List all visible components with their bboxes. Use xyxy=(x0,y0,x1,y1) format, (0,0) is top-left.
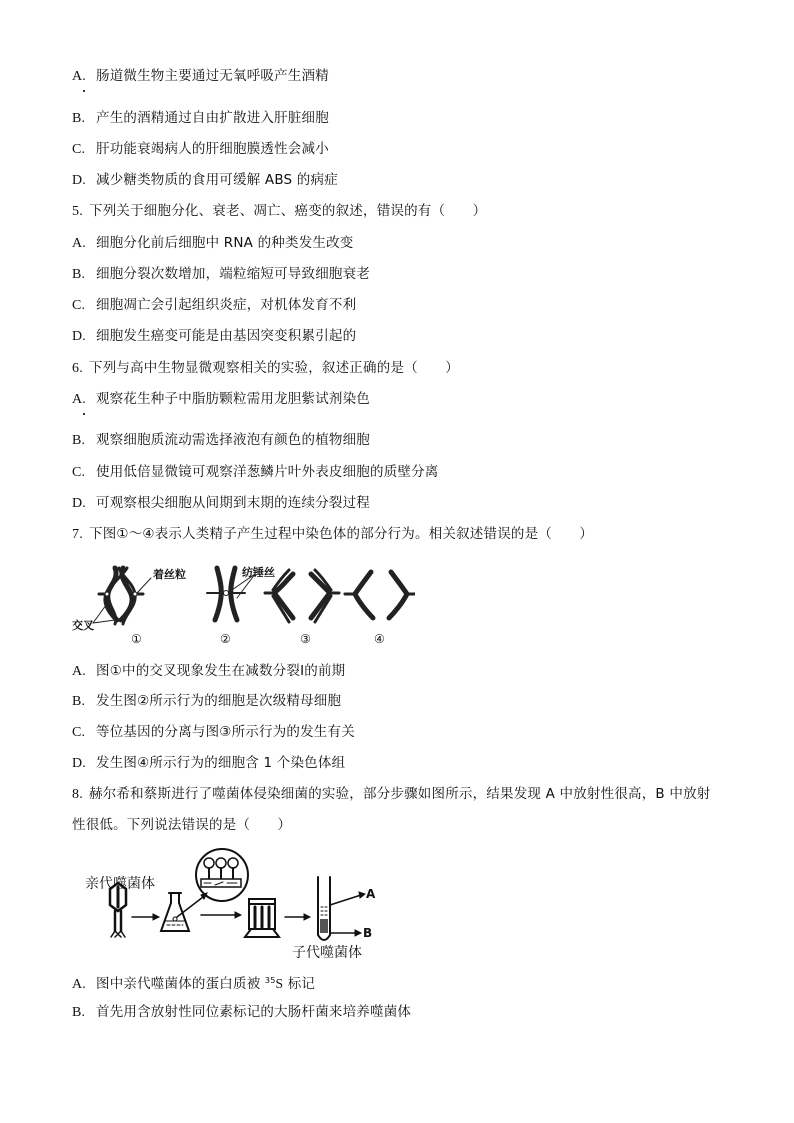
parent-phage-label: 亲代噬菌体 xyxy=(85,876,155,892)
q6-option-a xyxy=(72,390,370,409)
q5-option-d xyxy=(72,327,356,346)
option-text: 图①中的交叉现象发生在减数分裂Ⅰ的前期 xyxy=(96,663,346,679)
option-letter: A. xyxy=(72,392,87,407)
spindle-label: 纺锤丝 xyxy=(242,566,275,579)
option-letter: B. xyxy=(72,694,86,709)
option-text: 图中亲代噬菌体的蛋白质被 xyxy=(96,976,265,992)
chromosome-figure xyxy=(72,560,415,650)
panel-3-label: ③ xyxy=(300,632,311,646)
q8-option-b xyxy=(72,1003,411,1022)
q5-option-a xyxy=(72,234,354,253)
option-text-end: 标记 xyxy=(283,976,316,992)
centromere-label: 着丝粒 xyxy=(153,568,186,581)
q5-stem xyxy=(72,202,486,221)
option-letter: C. xyxy=(72,725,86,740)
panel-1-label: ① xyxy=(131,632,142,646)
option-text: 首先用含放射性同位素标记的大肠杆菌来培养噬菌体 xyxy=(96,1004,412,1020)
question-stem: 下图①～④表示人类精子产生过程中染色体的部分行为。相关叙述错误的是（ ） xyxy=(89,526,594,542)
offspring-phage-label: 子代噬菌体 xyxy=(292,945,362,961)
option-letter: A. xyxy=(72,236,87,251)
q7-option-d xyxy=(72,754,345,773)
option-text: 发生图②所示行为的细胞是次级精母细胞 xyxy=(96,693,342,709)
q8-stem-line1 xyxy=(72,785,710,804)
isotope-symbol: S xyxy=(275,976,284,991)
option-text: 产生的酒精通过自由扩散进入肝脏细胞 xyxy=(96,110,329,126)
q6-option-c xyxy=(72,463,439,482)
option-text: 细胞发生癌变可能是由基因突变积累引起的 xyxy=(96,328,357,344)
q7-option-b xyxy=(72,692,341,711)
option-text: 肠道微生物主要通过无氧呼吸产生酒精 xyxy=(96,68,329,84)
q7-stem xyxy=(72,525,593,544)
question-number: 5. xyxy=(72,204,83,219)
option-text: 可观察根尖细胞从间期到末期的连续分裂过程 xyxy=(96,495,370,511)
q8-stem-line2 xyxy=(72,816,291,834)
option-text: 发生图④所示行为的细胞含 1 个染色体组 xyxy=(96,755,346,771)
option-text: 使用低倍显微镜可观察洋葱鳞片叶外表皮细胞的质壁分离 xyxy=(96,464,439,480)
question-stem-continued: 性很低。下列说法错误的是（ ） xyxy=(72,817,292,833)
q5-option-b xyxy=(72,265,370,284)
option-text: 等位基因的分离与图③所示行为的发生有关 xyxy=(96,724,355,740)
option-letter: A. xyxy=(72,664,87,679)
stray-dot xyxy=(83,90,85,92)
q4-option-a xyxy=(72,67,329,86)
q6-option-d xyxy=(72,494,370,513)
option-letter: B. xyxy=(72,1005,86,1020)
option-letter: D. xyxy=(72,496,87,511)
option-letter: C. xyxy=(72,298,86,313)
stray-dot xyxy=(83,413,85,415)
option-letter: A. xyxy=(72,977,87,992)
option-letter: D. xyxy=(72,173,87,188)
option-letter: A. xyxy=(72,69,87,84)
option-text: 肝功能衰竭病人的肝细胞膜透性会减小 xyxy=(96,141,329,157)
option-text: 细胞凋亡会引起组织炎症，对机体发育不利 xyxy=(96,297,357,313)
question-number: 7. xyxy=(72,527,83,542)
option-letter: B. xyxy=(72,267,86,282)
option-letter: B. xyxy=(72,111,86,126)
q5-option-c xyxy=(72,296,356,315)
option-letter: B. xyxy=(72,433,86,448)
q4-option-d xyxy=(72,171,338,190)
question-number: 6. xyxy=(72,361,83,376)
option-letter: D. xyxy=(72,756,87,771)
option-text: 观察花生种子中脂肪颗粒需用龙胆紫试剂染色 xyxy=(96,391,370,407)
panel-2-label: ② xyxy=(220,632,231,646)
q4-option-b xyxy=(72,109,329,128)
q6-stem xyxy=(72,359,459,378)
question-stem: 下列与高中生物显微观察相关的实验，叙述正确的是（ ） xyxy=(89,360,459,376)
question-number: 8. xyxy=(72,787,83,802)
isotope-mass-number: 35 xyxy=(264,976,276,985)
option-text: 减少糖类物质的食用可缓解 ABS 的病症 xyxy=(96,172,338,188)
panel-4-label: ④ xyxy=(374,632,385,646)
option-letter: D. xyxy=(72,329,87,344)
q7-option-a xyxy=(72,662,345,681)
phage-experiment-figure xyxy=(85,845,395,960)
q8-option-a xyxy=(72,972,315,994)
option-letter: C. xyxy=(72,142,86,157)
q4-option-c xyxy=(72,140,329,159)
label-b: B xyxy=(363,926,373,940)
crossover-label: 交叉 xyxy=(72,619,94,632)
option-text: 观察细胞质流动需选择液泡有颜色的植物细胞 xyxy=(96,432,370,448)
question-stem: 下列关于细胞分化、衰老、凋亡、癌变的叙述，错误的有（ ） xyxy=(89,203,487,219)
option-letter: C. xyxy=(72,465,86,480)
option-text: 细胞分化前后细胞中 RNA 的种类发生改变 xyxy=(96,235,354,251)
q6-option-b xyxy=(72,431,370,450)
q7-option-c xyxy=(72,723,355,742)
option-text: 细胞分裂次数增加，端粒缩短可导致细胞衰老 xyxy=(96,266,370,282)
label-a: A xyxy=(366,887,376,901)
question-stem: 赫尔希和蔡斯进行了噬菌体侵染细菌的实验，部分步骤如图所示，结果发现 A 中放射性很高，B 中放射 xyxy=(89,786,711,802)
